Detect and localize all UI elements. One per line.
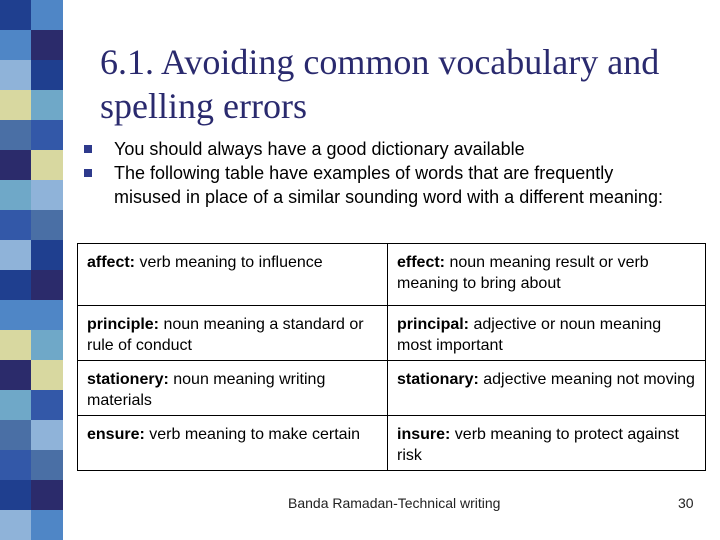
table-cell — [78, 361, 388, 416]
slide-title-line-1: 6.1. Avoiding common vocabulary and — [100, 42, 660, 82]
stripe-block — [0, 510, 31, 540]
stripe-block — [31, 420, 63, 450]
stripe-block — [0, 390, 31, 420]
bullet-item — [80, 161, 680, 209]
stripe-block — [31, 240, 63, 270]
stripe-block — [31, 120, 63, 150]
decorative-stripe — [0, 0, 63, 540]
stripe-block — [31, 360, 63, 390]
stripe-block — [31, 330, 63, 360]
cell-definition: verb meaning to make certain — [144, 426, 361, 443]
bullet-list — [80, 137, 680, 209]
table-row — [78, 361, 706, 416]
cell-term: stationary: — [397, 371, 479, 388]
cell-definition: verb meaning to protect against risk — [397, 426, 679, 464]
cell-definition: noun meaning writing materials — [87, 371, 326, 409]
stripe-column-left — [0, 0, 31, 540]
stripe-block — [0, 330, 31, 360]
stripe-block — [31, 390, 63, 420]
vocabulary-table — [77, 243, 706, 471]
bullet-text: The following table have examples of words that are frequently misused in place of a similar sounding word with a different meaning: — [114, 163, 663, 207]
table-cell — [388, 306, 706, 361]
table-cell — [78, 244, 388, 306]
table-cell — [78, 306, 388, 361]
stripe-block — [31, 0, 63, 30]
cell-term: ensure: — [87, 426, 145, 443]
stripe-block — [31, 480, 63, 510]
cell-term: insure: — [397, 426, 451, 443]
stripe-block — [31, 450, 63, 480]
table-cell — [388, 416, 706, 471]
square-bullet-icon — [84, 169, 92, 177]
cell-definition: adjective meaning not moving — [478, 371, 695, 388]
stripe-block — [0, 150, 31, 180]
stripe-block — [0, 240, 31, 270]
cell-term: principal: — [397, 316, 470, 333]
square-bullet-icon — [84, 145, 92, 153]
stripe-block — [31, 90, 63, 120]
stripe-block — [0, 300, 31, 330]
stripe-block — [31, 270, 63, 300]
stripe-block — [0, 30, 31, 60]
cell-term: affect: — [87, 254, 136, 271]
stripe-block — [0, 270, 31, 300]
page-number: 30 — [678, 495, 694, 511]
table-row — [78, 416, 706, 471]
slide-title — [100, 40, 700, 128]
stripe-block — [0, 420, 31, 450]
stripe-block — [31, 150, 63, 180]
cell-definition: verb meaning to influence — [135, 254, 323, 271]
stripe-block — [0, 480, 31, 510]
stripe-block — [0, 0, 31, 30]
stripe-column-right — [31, 0, 63, 540]
stripe-block — [0, 180, 31, 210]
stripe-block — [0, 450, 31, 480]
cell-term: principle: — [87, 316, 160, 333]
cell-definition: adjective or noun meaning most important — [397, 316, 662, 354]
stripe-block — [31, 510, 63, 540]
cell-term: effect: — [397, 254, 446, 271]
stripe-block — [0, 60, 31, 90]
stripe-block — [0, 360, 31, 390]
stripe-block — [0, 210, 31, 240]
cell-definition: noun meaning a standard or rule of conduct — [87, 316, 364, 354]
table-row — [78, 244, 706, 306]
table-cell — [388, 361, 706, 416]
stripe-block — [31, 210, 63, 240]
stripe-block — [31, 30, 63, 60]
stripe-block — [31, 60, 63, 90]
table-cell — [78, 416, 388, 471]
slide-title-line-2: spelling errors — [100, 86, 307, 126]
cell-term: stationery: — [87, 371, 169, 388]
stripe-block — [0, 90, 31, 120]
table-row — [78, 306, 706, 361]
table-cell — [388, 244, 706, 306]
stripe-block — [31, 300, 63, 330]
stripe-block — [0, 120, 31, 150]
slide-footer: Banda Ramadan-Technical writing — [288, 495, 501, 511]
bullet-item — [80, 137, 680, 161]
cell-definition: noun meaning result or verb meaning to bring about — [397, 254, 649, 292]
stripe-block — [31, 180, 63, 210]
bullet-text: You should always have a good dictionary available — [114, 139, 525, 159]
